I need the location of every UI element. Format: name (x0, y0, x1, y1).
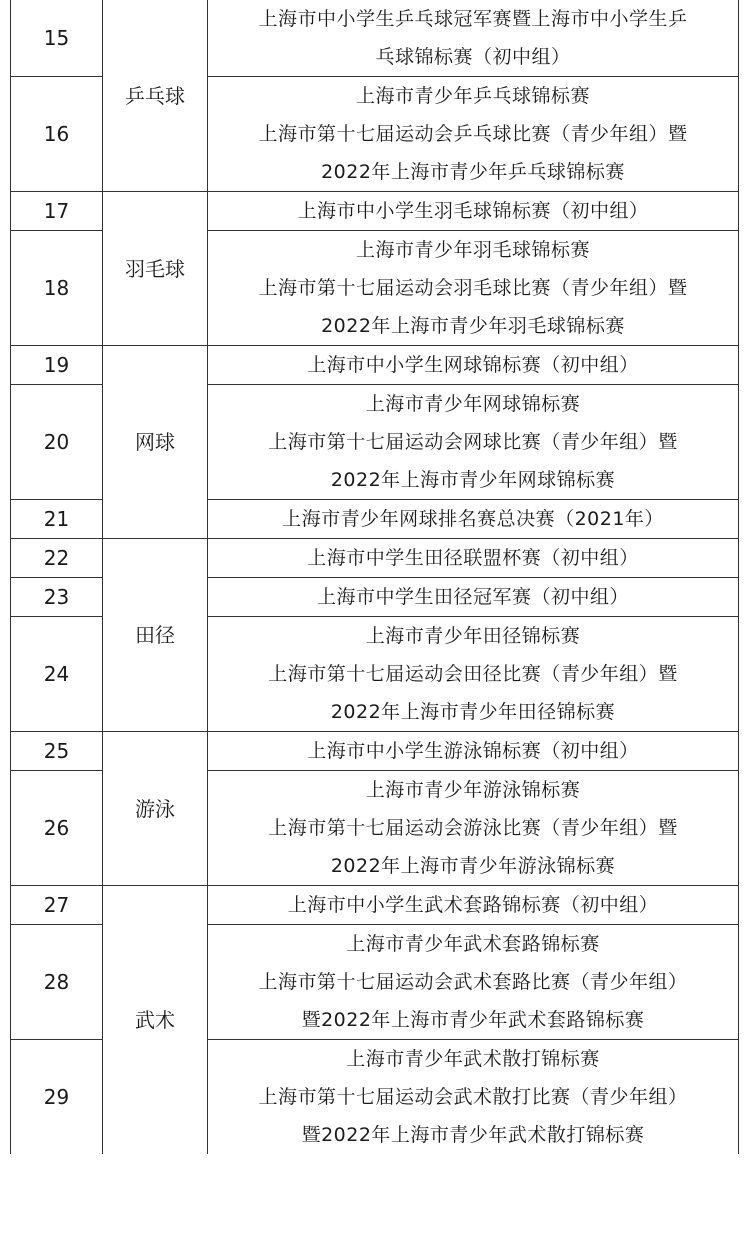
event-line: 上海市中学生田径联盟杯赛（初中组） (307, 547, 639, 569)
row-number: 16 (11, 77, 103, 192)
sport-category: 游泳 (103, 732, 208, 886)
event-name (208, 539, 739, 578)
event-line: 2022年上海市青少年游泳锦标赛 (330, 855, 616, 877)
table-row (11, 886, 739, 925)
row-number: 28 (11, 925, 103, 1040)
event-line: 上海市中小学生武术套路锦标赛（初中组） (287, 894, 659, 916)
event-line: 2022年上海市青少年乒乓球锦标赛 (321, 161, 625, 183)
event-name (208, 346, 739, 385)
event-name (208, 192, 739, 231)
row-number: 20 (11, 385, 103, 500)
event-name (208, 0, 739, 77)
row-number: 23 (11, 578, 103, 617)
event-line: 乓球锦标赛（初中组） (375, 46, 571, 68)
event-line: 上海市青少年乒乓球锦标赛 (355, 85, 590, 107)
event-line: 上海市第十七届运动会网球比赛（青少年组）暨 (268, 431, 678, 453)
table-row (11, 732, 739, 771)
event-line: 2022年上海市青少年田径锦标赛 (330, 701, 616, 723)
row-number: 17 (11, 192, 103, 231)
row-number: 25 (11, 732, 103, 771)
event-line: 上海市青少年羽毛球锦标赛 (355, 239, 590, 261)
event-name (208, 771, 739, 886)
event-line: 上海市青少年游泳锦标赛 (365, 779, 581, 801)
row-number: 21 (11, 500, 103, 539)
row-number: 15 (11, 0, 103, 77)
event-line: 上海市青少年田径锦标赛 (365, 625, 581, 647)
event-name (208, 77, 739, 192)
table-body (11, 0, 739, 1154)
row-number: 26 (11, 771, 103, 886)
event-name (208, 578, 739, 617)
event-line: 暨2022年上海市青少年武术散打锦标赛 (301, 1124, 645, 1146)
event-name (208, 732, 739, 771)
table-row (11, 539, 739, 578)
event-name (208, 617, 739, 732)
event-line: 上海市第十七届运动会乒乓球比赛（青少年组）暨 (258, 123, 688, 145)
event-line: 上海市第十七届运动会武术套路比赛（青少年组） (258, 971, 688, 993)
event-line: 上海市第十七届运动会羽毛球比赛（青少年组）暨 (258, 277, 688, 299)
sport-category: 乒乓球 (103, 0, 208, 192)
row-number: 22 (11, 539, 103, 578)
event-line: 暨2022年上海市青少年武术套路锦标赛 (301, 1009, 645, 1031)
sport-category: 武术 (103, 886, 208, 1155)
event-line: 上海市青少年网球排名赛总决赛（2021年） (282, 508, 664, 530)
event-line: 上海市青少年武术散打锦标赛 (346, 1048, 600, 1070)
event-line: 上海市中学生田径冠军赛（初中组） (316, 586, 629, 608)
event-name (208, 231, 739, 346)
event-name (208, 1040, 739, 1155)
table-row (11, 192, 739, 231)
event-line: 2022年上海市青少年网球锦标赛 (330, 469, 616, 491)
row-number: 18 (11, 231, 103, 346)
event-line: 上海市第十七届运动会游泳比赛（青少年组）暨 (268, 817, 678, 839)
table-row (11, 346, 739, 385)
row-number: 27 (11, 886, 103, 925)
event-name (208, 385, 739, 500)
event-line: 上海市青少年武术套路锦标赛 (346, 933, 600, 955)
event-line: 上海市中小学生网球锦标赛（初中组） (307, 354, 639, 376)
event-name (208, 886, 739, 925)
event-line: 上海市中小学生乒乓球冠军赛暨上海市中小学生乒 (258, 8, 688, 30)
event-line: 上海市中小学生游泳锦标赛（初中组） (307, 740, 639, 762)
row-number: 24 (11, 617, 103, 732)
sport-category: 网球 (103, 346, 208, 539)
competition-table (10, 0, 739, 1154)
event-line: 2022年上海市青少年羽毛球锦标赛 (321, 315, 625, 337)
event-line: 上海市第十七届运动会田径比赛（青少年组）暨 (268, 663, 678, 685)
event-name (208, 500, 739, 539)
event-name (208, 925, 739, 1040)
event-line: 上海市中小学生羽毛球锦标赛（初中组） (297, 200, 649, 222)
table-row (11, 0, 739, 77)
sport-category: 田径 (103, 539, 208, 732)
event-line: 上海市青少年网球锦标赛 (365, 393, 581, 415)
row-number: 29 (11, 1040, 103, 1155)
event-line: 上海市第十七届运动会武术散打比赛（青少年组） (258, 1086, 688, 1108)
sport-category: 羽毛球 (103, 192, 208, 346)
row-number: 19 (11, 346, 103, 385)
